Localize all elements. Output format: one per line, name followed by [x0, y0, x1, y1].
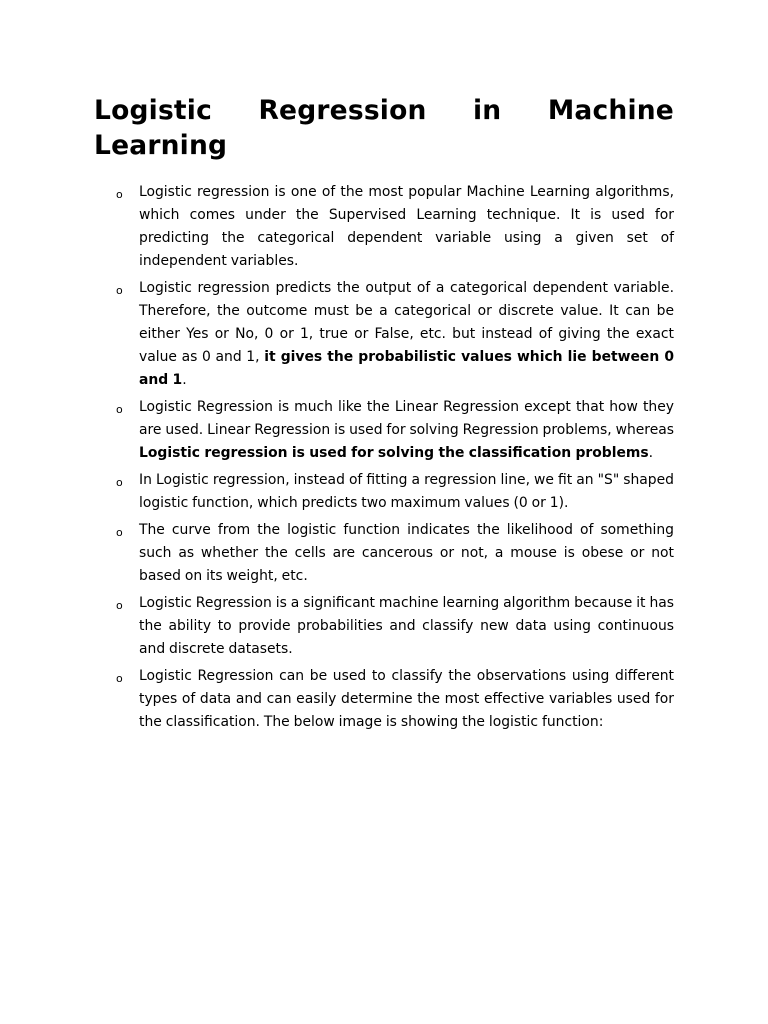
- bullet-text: [139, 665, 674, 734]
- bullet-text: [139, 181, 674, 273]
- list-item: [94, 665, 674, 734]
- bullet-text: [139, 469, 674, 515]
- list-item: [94, 277, 674, 392]
- bullet-text-bold: Logistic regression is used for solving the classification problems: [139, 445, 649, 461]
- bullet-text-plain: Logistic Regression is a significant machine learning algorithm because it has the ability to provide probabilities and classify new data using continuous and discrete datasets.: [139, 595, 674, 657]
- bullet-list: [94, 181, 674, 738]
- list-item: [94, 469, 674, 515]
- bullet-text-plain: .: [182, 372, 187, 388]
- circle-bullet-icon: o: [116, 599, 123, 612]
- bullet-text-plain: Logistic Regression can be used to classify the observations using different types of data and can easily determine the most effective variables used for the classification. The below image is showing the logistic function:: [139, 668, 674, 730]
- bullet-text-plain: In Logistic regression, instead of fitting a regression line, we fit an "S" shaped logistic function, which predicts two maximum values (0 or 1).: [139, 472, 674, 511]
- bullet-text-bold: it gives the probabilistic values which lie between 0 and 1: [139, 349, 674, 388]
- circle-bullet-icon: o: [116, 526, 123, 539]
- circle-bullet-icon: o: [116, 672, 123, 685]
- circle-bullet-icon: o: [116, 476, 123, 489]
- bullet-text-plain: The curve from the logistic function indicates the likelihood of something such as whether the cells are cancerous or not, a mouse is obese or not based on its weight, etc.: [139, 522, 674, 584]
- bullet-text: [139, 592, 674, 661]
- bullet-text: [139, 277, 674, 392]
- list-item: [94, 519, 674, 588]
- bullet-text-plain: .: [648, 445, 654, 461]
- bullet-text: [139, 396, 674, 465]
- circle-bullet-icon: o: [116, 284, 123, 297]
- bullet-text: [139, 519, 674, 588]
- list-item: [94, 592, 674, 661]
- page-title: Logistic Regression in Machine Learning: [94, 95, 674, 161]
- bullet-text-plain: Logistic regression predicts the output of a categorical dependent variable. Therefore, the outcome must be a categorical or discrete value. It can be either Yes or No, 0 or 1, true or False, etc. but instead of giving the exact value as 0 and 1,: [139, 280, 674, 365]
- list-item: [94, 396, 674, 465]
- circle-bullet-icon: o: [116, 403, 123, 416]
- circle-bullet-icon: o: [116, 188, 123, 201]
- list-item: [94, 181, 674, 273]
- bullet-text-plain: Logistic regression is one of the most popular Machine Learning algorithms, which comes under the Supervised Learning technique. It is used for predicting the categorical dependent variable using a given set of independent variables.: [139, 184, 674, 269]
- bullet-text-plain: Logistic Regression is much like the Linear Regression except that how they are used. Linear Regression is used for solving Regression problems, whereas: [139, 399, 674, 438]
